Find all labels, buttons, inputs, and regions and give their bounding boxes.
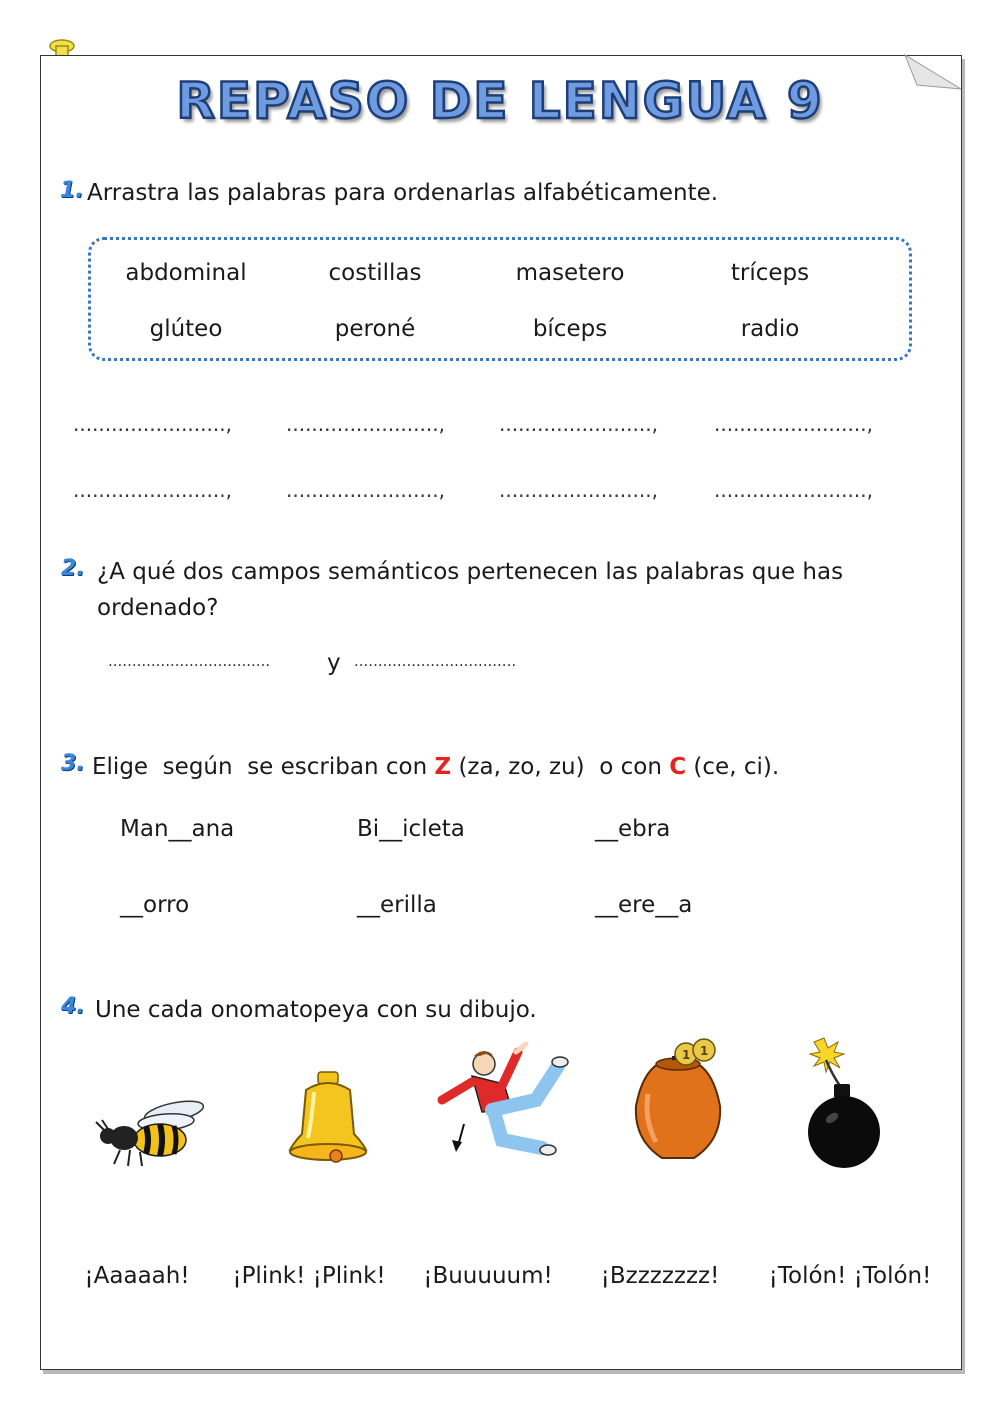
draggable-word[interactable]: peroné (334, 316, 416, 342)
drop-slot[interactable]: ........................, (499, 412, 658, 436)
q3-number: 3. (61, 751, 85, 776)
onomatopoeia-label[interactable]: ¡Aaaaah! (84, 1263, 190, 1289)
q3-text-middle: (za, zo, zu) o con (458, 754, 662, 780)
falling-boy-icon[interactable] (432, 1040, 572, 1160)
drop-slot[interactable]: ........................, (499, 478, 658, 502)
draggable-word[interactable]: costillas (328, 260, 422, 286)
drop-slot[interactable]: ........................, (73, 478, 232, 502)
onomatopoeia-label[interactable]: ¡Tolón! ¡Tolón! (768, 1263, 932, 1289)
fill-word[interactable]: __orro (120, 892, 190, 918)
onomatopoeia-label[interactable]: ¡Plink! ¡Plink! (232, 1263, 386, 1289)
draggable-word[interactable]: radio (740, 316, 800, 342)
answer-field-1[interactable]: .................................. (108, 652, 271, 670)
word-bank (88, 237, 912, 361)
letter-z: Z (434, 754, 452, 780)
q2-number: 2. (61, 556, 85, 581)
draggable-word[interactable]: masetero (515, 260, 625, 286)
draggable-word[interactable]: glúteo (149, 316, 223, 342)
fill-word[interactable]: __ebra (595, 816, 671, 842)
letter-c: C (669, 754, 687, 780)
bee-icon[interactable] (94, 1098, 210, 1170)
draggable-word[interactable]: bíceps (532, 316, 608, 342)
q2-connector: y (327, 650, 341, 676)
piggy-bank-icon[interactable] (628, 1034, 728, 1164)
q3-text-before: Elige según se escriban con (92, 754, 428, 780)
coin-label: 1 (700, 1044, 709, 1058)
onomatopoeia-label[interactable]: ¡Buuuuum! (423, 1263, 553, 1289)
fill-word[interactable]: __erilla (357, 892, 437, 918)
answer-field-2[interactable]: .................................. (354, 652, 517, 670)
q2-instruction-line1: ¿A qué dos campos semánticos pertenecen las palabras que has (97, 559, 844, 585)
q1-instruction: Arrastra las palabras para ordenarlas alfabéticamente. (87, 180, 719, 206)
q2-instruction-line2: ordenado? (97, 595, 219, 621)
fill-word[interactable]: Man__ana (120, 816, 235, 842)
fill-word[interactable]: __ere__a (595, 892, 693, 918)
bomb-icon[interactable] (796, 1034, 888, 1168)
bell-icon[interactable] (288, 1070, 368, 1166)
fill-word[interactable]: Bi__icleta (357, 816, 465, 842)
drop-slot[interactable]: ........................, (714, 478, 873, 502)
drop-slot[interactable]: ........................, (286, 478, 445, 502)
q3-instruction (92, 754, 779, 780)
q4-instruction: Une cada onomatopeya con su dibujo. (95, 997, 537, 1023)
draggable-word[interactable]: tríceps (730, 260, 810, 286)
draggable-word[interactable]: abdominal (125, 260, 247, 286)
coin-label: 1 (682, 1048, 691, 1062)
q3-text-after: (ce, ci). (693, 754, 780, 780)
drop-slot[interactable]: ........................, (73, 412, 232, 436)
drop-slot[interactable]: ........................, (286, 412, 445, 436)
q1-number: 1. (60, 178, 84, 203)
onomatopoeia-label[interactable]: ¡Bzzzzzzz! (600, 1263, 720, 1289)
q4-number: 4. (61, 994, 85, 1019)
page-title: REPASO DE LENGUA 9 (176, 72, 824, 130)
drop-slot[interactable]: ........................, (714, 412, 873, 436)
